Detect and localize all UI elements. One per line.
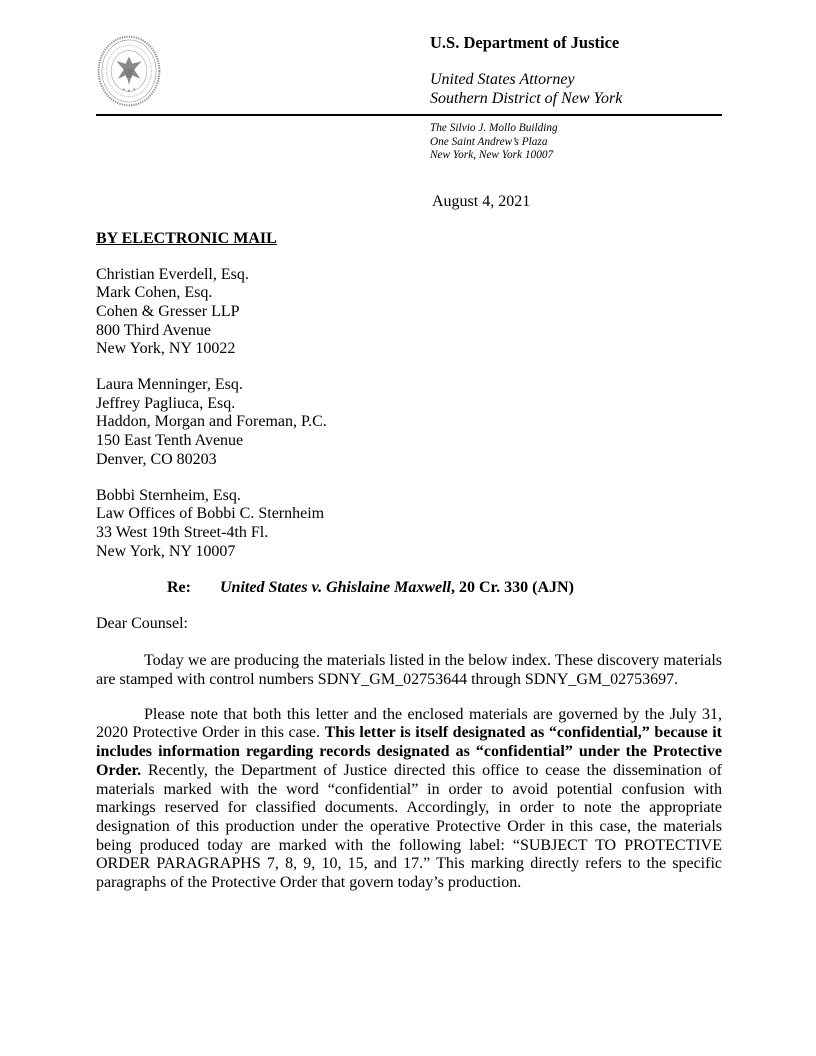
recipient-line: Jeffrey Pagliuca, Esq. [96, 394, 236, 412]
paragraph-1: Today we are producing the materials listed in the below index. These discovery materials are stamped with control numbers SDNY_GM_02753644 through SDNY_GM_02753697. [96, 652, 722, 689]
recipient-line: New York, NY 10022 [96, 340, 236, 358]
letterhead-right [430, 33, 722, 108]
salutation: Dear Counsel: [96, 615, 188, 633]
paragraph-2-lead: Please note that both this letter and the enclosed materials are governed by the July 31, 2020 Protective Order in this case. [96, 705, 722, 742]
recipient-block-1 [96, 266, 722, 360]
re-label: Re: [167, 579, 191, 597]
letterhead [96, 33, 722, 116]
case-number: , 20 Cr. 330 (AJN) [450, 579, 574, 597]
paragraph-2-bold: This letter is itself designated as “confidential,” because it includes information regarding records designated as “confidential” under the Protective Order. [96, 724, 722, 779]
doj-seal-icon [96, 33, 162, 109]
paragraph-2-rest: Recently, the Department of Justice directed this office to cease the dissemination of materials marked with the word “confidential” in order to avoid potential confusion with markings reserved for classified documents. Accordingly, in order to note the appropriate designation of this production under the operative Protective Order in this case, the materials being produced today are marked with the following label: “SUBJECT TO PROTECTIVE ORDER PARAGRAPHS 7, 8, 9, 10, 15, and 17.” This marking directly refers to the specific paragraphs of the Protective Order that govern today’s production. [96, 761, 722, 892]
recipient-line: Haddon, Morgan and Foreman, P.C. [96, 413, 327, 431]
letter-date: August 4, 2021 [432, 192, 531, 210]
recipient-line: New York, NY 10007 [96, 542, 236, 560]
recipient-line: Christian Everdell, Esq. [96, 265, 249, 283]
recipient-block-2 [96, 376, 722, 470]
office-address-line: New York, New York 10007 [430, 149, 554, 161]
recipient-line: Denver, CO 80203 [96, 450, 217, 468]
recipient-line: 800 Third Avenue [96, 321, 211, 339]
recipient-block-3 [96, 487, 722, 562]
office-district: Southern District of New York [430, 90, 623, 107]
recipient-line: Mark Cohen, Esq. [96, 284, 213, 302]
agency-name: U.S. Department of Justice [430, 33, 620, 52]
recipient-line: Bobbi Sternheim, Esq. [96, 486, 241, 504]
paragraph-2 [96, 706, 722, 893]
office-title: United States Attorney [430, 71, 575, 88]
re-line [96, 578, 722, 597]
delivery-method: BY ELECTRONIC MAIL [96, 229, 277, 247]
case-name: United States v. Ghislaine Maxwell [220, 579, 451, 597]
office-address-line: One Saint Andrew’s Plaza [430, 135, 548, 148]
office-address [430, 122, 722, 163]
recipient-line: 150 East Tenth Avenue [96, 432, 244, 450]
office-address-line: The Silvio J. Mollo Building [430, 122, 558, 134]
recipient-line: Cohen & Gresser LLP [96, 302, 240, 320]
recipient-line: Laura Menninger, Esq. [96, 376, 243, 394]
recipient-line: Law Offices of Bobbi C. Sternheim [96, 505, 325, 523]
recipient-line: 33 West 19th Street-4th Fl. [96, 523, 269, 541]
